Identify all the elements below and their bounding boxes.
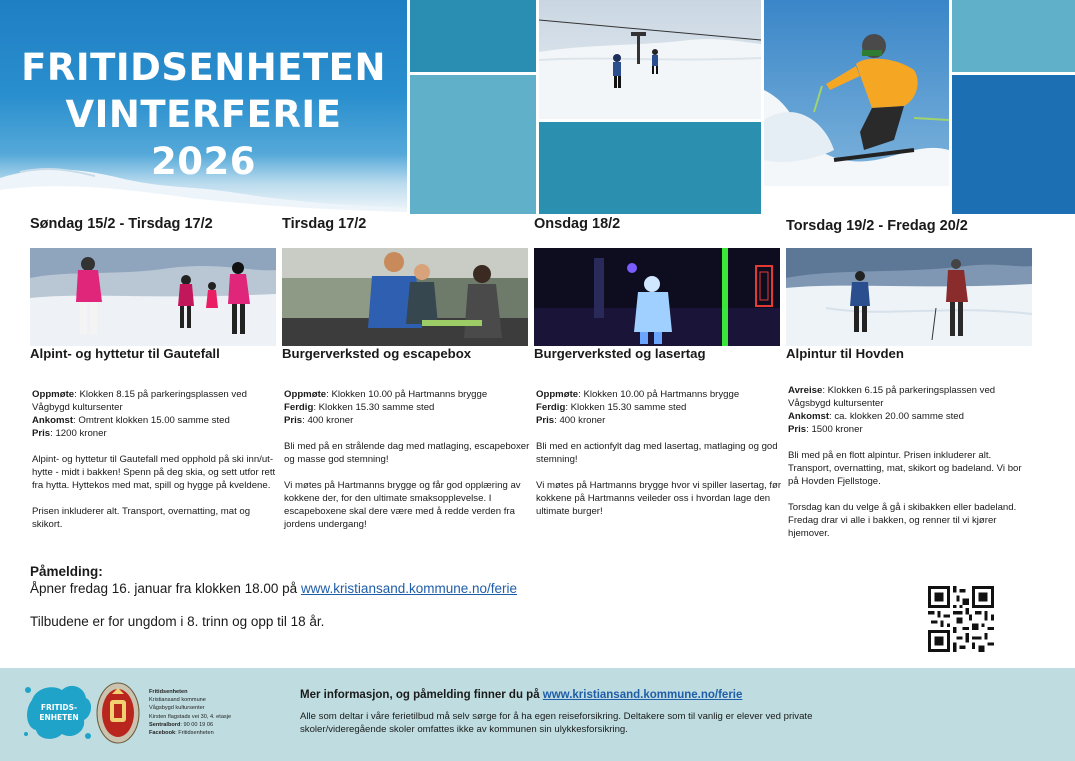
- target-group-text: Tilbudene er for ungdom i 8. trinn og opp til 18 år.: [30, 614, 325, 629]
- decor-tile: [952, 75, 1075, 214]
- contact-block: [149, 688, 231, 737]
- description-paragraph: Bli med på en flott alpintur. Prisen inkluderer alt. Transport, overnatting, mat, skikort og badeland. Vi bor på Hovden Fjellstoge.: [788, 450, 1022, 487]
- description-paragraph: Bli med en actionfylt dag med lasertag, matlaging og god stemning!: [536, 441, 778, 465]
- description-paragraph: Prisen inkluderer alt. Transport, overnatting, mat og skikort.: [32, 506, 251, 530]
- activity-date: Tirsdag 17/2: [282, 216, 367, 232]
- registration-link[interactable]: www.kristiansand.kommune.no/ferie: [300, 581, 518, 596]
- registration-text: Åpner fredag 16. januar fra klokken 18.00 på: [30, 581, 301, 596]
- page-title: [0, 44, 407, 185]
- detail-line: Ferdig: Klokken 15.30 samme sted: [284, 402, 435, 413]
- contact-line: Kristiansand kommune: [149, 697, 206, 704]
- detail-line: Avreise: Klokken 6.15 på parkeringsplassen ved Vågsbygd kultursenter: [788, 385, 996, 409]
- footer-main-text: [300, 688, 1000, 736]
- contact-line: Vågsbygd kultursenter: [149, 705, 205, 712]
- fritidsenheten-logo: [22, 680, 94, 744]
- title-line-3: 2026: [151, 140, 256, 183]
- activity-title: Alpintur til Hovden: [786, 346, 904, 361]
- activity-info: [284, 388, 530, 531]
- lasertag-arena-photo: [534, 248, 780, 346]
- detail-line: Oppmøte: Klokken 8.15 på parkeringsplassen ved Vågbygd kultursenter: [32, 389, 247, 413]
- description-paragraph: Vi møtes på Hartmanns brygge hvor vi spiller lasertag, før kokkene på Hartmanns veileder oss i hvordan lage den ultimate burger!: [536, 480, 782, 517]
- detail-line: Pris: 400 kroner: [536, 415, 606, 426]
- activity-info: [788, 384, 1034, 540]
- insurance-note: Alle som deltar i våre ferietilbud må selv sørge for å ha egen reiseforsikring. Deltakere som til vanlig er elever ved private skoler/videregående skoler omfattes ikke av kommunen sin ulykkesforsikring.: [300, 711, 813, 735]
- activity-info: [536, 388, 782, 518]
- detail-line: Pris: 400 kroner: [284, 415, 354, 426]
- activity-date: Onsdag 18/2: [534, 216, 621, 232]
- detail-line: Pris: 1200 kroner: [32, 428, 107, 439]
- registration-section: [30, 563, 630, 630]
- detail-line: Oppmøte: Klokken 10.00 på Hartmanns brygge: [284, 389, 488, 400]
- activity-date: Søndag 15/2 - Tirsdag 17/2: [30, 216, 213, 232]
- description-paragraph: Bli med på en strålende dag med matlaging, escapeboxer og masse god stemning!: [284, 441, 530, 465]
- title-line-2: VINTERFERIE: [65, 93, 342, 136]
- detail-line: Ankomst: ca. klokken 20.00 samme sted: [788, 411, 964, 422]
- title-line-1: FRITIDSENHETEN: [21, 46, 386, 89]
- activity-info: [32, 388, 278, 531]
- activity-date: Torsdag 19/2 - Fredag 20/2: [786, 218, 968, 234]
- skiers-on-slope-photo: [30, 248, 276, 346]
- detail-line: Pris: 1500 kroner: [788, 424, 863, 435]
- footer-heading: Mer informasjon, og påmelding finner du på www.kristiansand.kommune.no/ferie: [300, 689, 743, 701]
- hero-panel: [0, 0, 407, 214]
- description-paragraph: Alpint- og hyttetur til Gautefall med opphold på ski inn/ut-hytte - midt i bakken! Spenn på deg skia, og sett utfor rett fra hytta. Hyttekos med mat, spill og hygge på kveldene.: [32, 454, 276, 491]
- two-skiers-photo: [786, 248, 1032, 346]
- svg-text:ENHETEN: ENHETEN: [39, 713, 79, 722]
- svg-text:FRITIDS-: FRITIDS-: [40, 703, 78, 712]
- detail-line: Ankomst: Omtrent klokken 15.00 samme sted: [32, 415, 230, 426]
- decor-tile: [410, 75, 536, 214]
- registration-heading: Påmelding:: [30, 564, 103, 579]
- header-banner: [0, 0, 1075, 214]
- contact-line: Fritidsenheten: [149, 689, 188, 695]
- registration-line: [30, 580, 630, 597]
- detail-line: Oppmøte: Klokken 10.00 på Hartmanns brygge: [536, 389, 740, 400]
- decor-tile: [410, 0, 536, 72]
- cooking-workshop-photo: [282, 248, 528, 346]
- footer-info-bar: [0, 668, 1075, 761]
- kristiansand-crest-icon: [96, 682, 140, 744]
- activity-title: Burgerverksted og lasertag: [534, 346, 706, 361]
- skier-action-photo: [764, 0, 949, 186]
- activity-title: Burgerverksted og escapebox: [282, 346, 472, 361]
- contact-line: Sentralbord: 90 00 19 06: [149, 721, 214, 728]
- activity-title: Alpint- og hyttetur til Gautefall: [30, 346, 220, 361]
- footer-link[interactable]: www.kristiansand.kommune.no/ferie: [542, 689, 743, 701]
- detail-line: Ferdig: Klokken 15.30 samme sted: [536, 402, 687, 413]
- description-paragraph: Vi møtes på Hartmanns brygge og får god opplæring av kokkene der, for den ultimate smaksopplevelse. I escapeboxene skal dere være med å redde verden fra jordens undergang!: [284, 480, 521, 530]
- contact-line: Facebook: Fritidsenheten: [149, 730, 214, 737]
- qr-code-icon[interactable]: [928, 586, 994, 652]
- contact-line: Kirsten flagstads vei 30, 4. etasje: [149, 713, 232, 720]
- decor-tile: [952, 0, 1075, 72]
- decor-tile: [539, 122, 761, 214]
- description-paragraph: Torsdag kan du velge å gå i skibakken eller badeland. Fredag drar vi alle i bakken, og renner til vi kjører hjemover.: [788, 502, 1017, 539]
- ski-lift-photo: [539, 0, 761, 119]
